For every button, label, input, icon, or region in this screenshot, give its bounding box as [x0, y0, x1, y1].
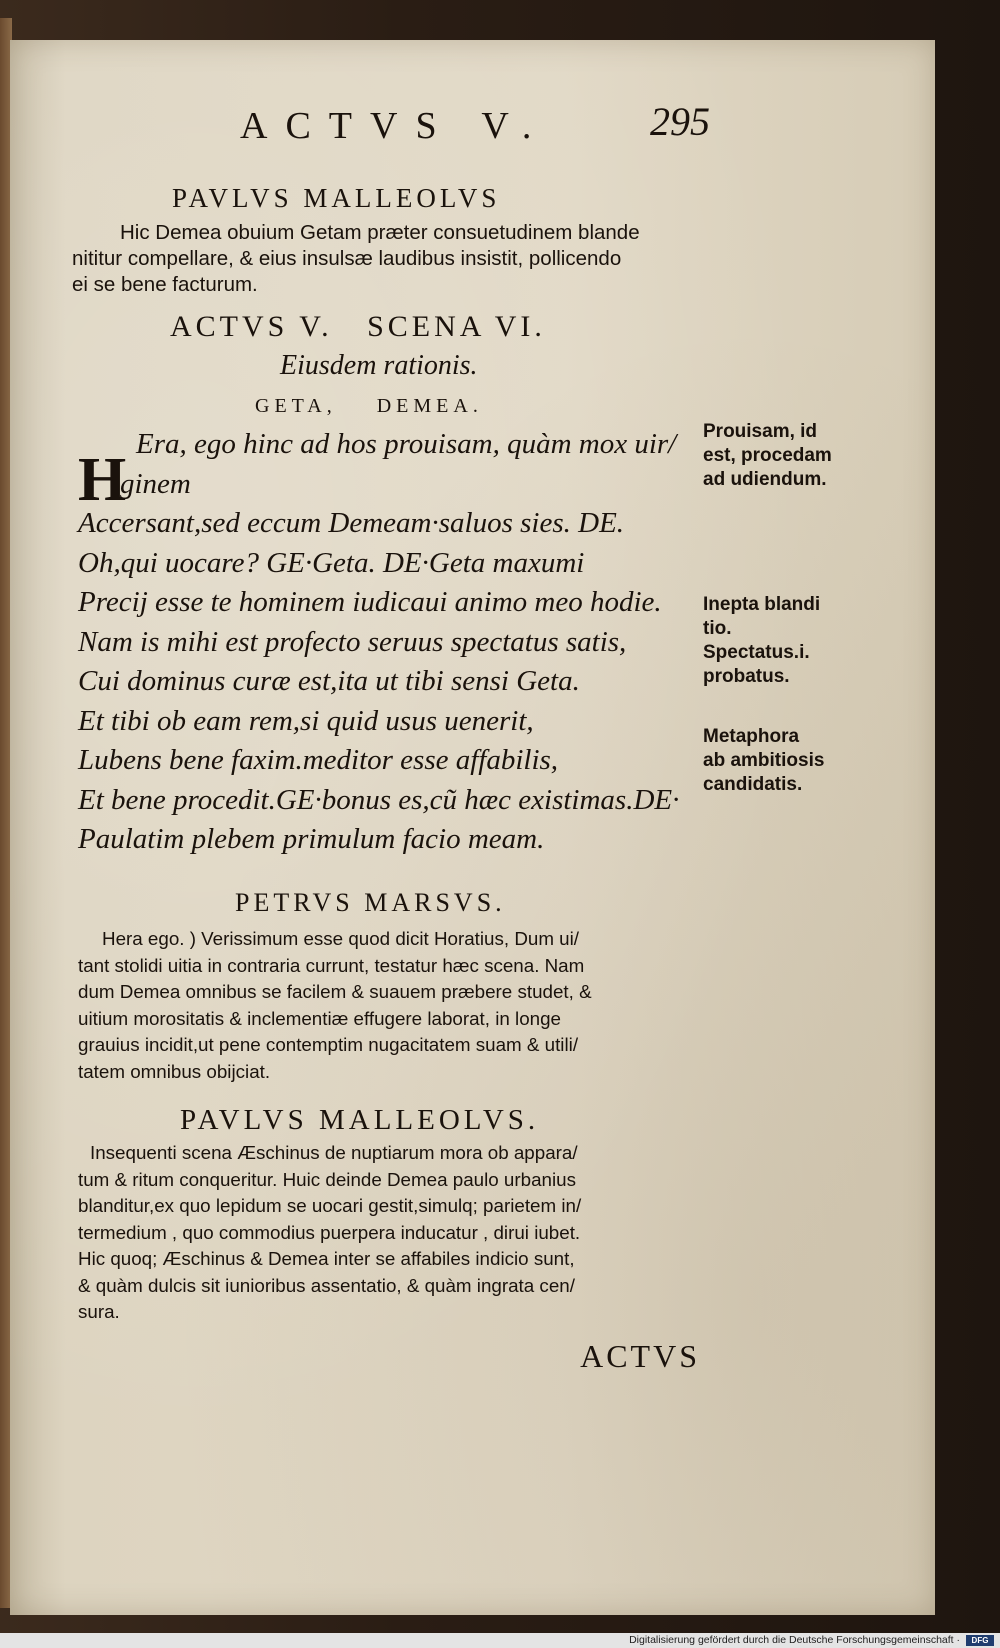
note-line: Prouisam, id [703, 421, 818, 442]
commentary-line: termedium , quo commodius puerpera inducatur , dirui iubet. [78, 1221, 581, 1243]
running-head-title: ACTVS V. [240, 105, 550, 147]
note-line: candidatis. [703, 774, 803, 795]
commentary-line: Hic quoq; Æschinus & Demea inter se affabiles indicio sunt, [78, 1248, 575, 1269]
note-line: ad udiendum. [703, 469, 827, 490]
section2-commentary [78, 926, 703, 1085]
verse-line: Lubens bene faxim.meditor esse affabilis, [78, 744, 559, 776]
commentary-line: & quàm dulcis sit iunioribus assentatio, & quàm ingrata cen/ [78, 1274, 575, 1296]
commentary-line: uitium morositatis & inclementiæ effugere laborat, in longe [78, 1007, 561, 1029]
commentary-line: tant stolidi uitia in contraria currunt, testatur hæc scena. Nam [78, 954, 585, 976]
running-head [240, 99, 710, 154]
note-line: Inepta blandi [703, 594, 821, 615]
commentary-line: tum & ritum conqueritur. Huic deinde Demea paulo urbanius [78, 1168, 576, 1190]
verse-line: ginem [120, 467, 191, 500]
dfg-logo: DFG [966, 1635, 994, 1646]
verse-line: Era, ego hinc ad hos prouisam, quàm mox uir/ [136, 428, 677, 460]
verse-line: Accersant,sed eccum Demeam·saluos sies. DE. [78, 507, 625, 539]
note-line: Metaphora [703, 726, 800, 747]
verse-line: Paulatim plebem primulum facio meam. [78, 823, 545, 855]
speaker-list: GETA, DEMEA. [255, 395, 483, 417]
page-number: 295 [650, 99, 710, 144]
commentary-line: Insequenti scena Æschinus de nuptiarum mora ob appara/ [90, 1142, 578, 1163]
summary-line: Hic Demea obuium Getam præter consuetudinem blande [120, 221, 640, 244]
verse-line: Et bene procedit.GE·bonus es,cũ hæc existimas.DE· [78, 783, 680, 816]
note-line: tio. [703, 618, 732, 639]
funding-credit: Digitalisierung gefördert durch die Deutsche Forschungsgemeinschaft · [629, 1634, 960, 1646]
marginal-note [703, 420, 883, 492]
summary-line: ei se bene facturum. [72, 273, 258, 296]
note-line: ab ambitiosis [703, 750, 825, 771]
commentary-line: sura. [78, 1301, 120, 1322]
commentary-line: Hera ego. ) Verissimum esse quod dicit Horatius, Dum ui/ [102, 928, 580, 949]
commentary-line: blanditur,ex quo lepidum se uocari gestit,simulq; parietem in/ [78, 1195, 582, 1216]
commentary-line: tatem omnibus obijciat. [78, 1060, 271, 1082]
note-line: est, procedam [703, 445, 832, 466]
verse-line: Et tibi ob eam rem,si quid usus uenerit, [78, 704, 534, 737]
verse-block [78, 425, 688, 860]
section1-author: PAVLVS MALLEOLVS [172, 183, 501, 213]
section3-author: PAVLVS MALLEOLVS. [180, 1104, 540, 1136]
verse-line: Cui dominus curæ est,ita ut tibi sensi Geta. [78, 665, 580, 697]
verse-line: Oh,qui uocare? GE·Geta. DE·Geta maxumi [78, 546, 585, 579]
catchword: ACTVS [580, 1338, 700, 1374]
marginal-note [703, 593, 883, 689]
verse-line: Nam is mihi est profecto seruus spectatus satis, [78, 625, 627, 658]
verse-line: Precij esse te hominem iudicaui animo meo hodie. [78, 586, 662, 618]
marginal-note [703, 725, 883, 797]
section3-commentary [78, 1140, 703, 1326]
note-line: probatus. [703, 666, 790, 687]
scene-subtitle: Eiusdem rationis. [280, 350, 478, 381]
section1-summary [72, 220, 702, 298]
drop-capital: H [78, 446, 127, 514]
scene-heading: ACTVS V. SCENA VI. [170, 310, 546, 343]
note-line: Spectatus.i. [703, 642, 810, 663]
section2-author: PETRVS MARSVS. [235, 888, 506, 917]
summary-line: nititur compellare, & eius insulsæ laudibus insistit, pollicendo [72, 247, 622, 270]
commentary-line: dum Demea omnibus se facilem & suauem præbere studet, & [78, 981, 592, 1002]
commentary-line: grauius incidit,ut pene contemptim nugacitatem suam & utili/ [78, 1034, 579, 1055]
